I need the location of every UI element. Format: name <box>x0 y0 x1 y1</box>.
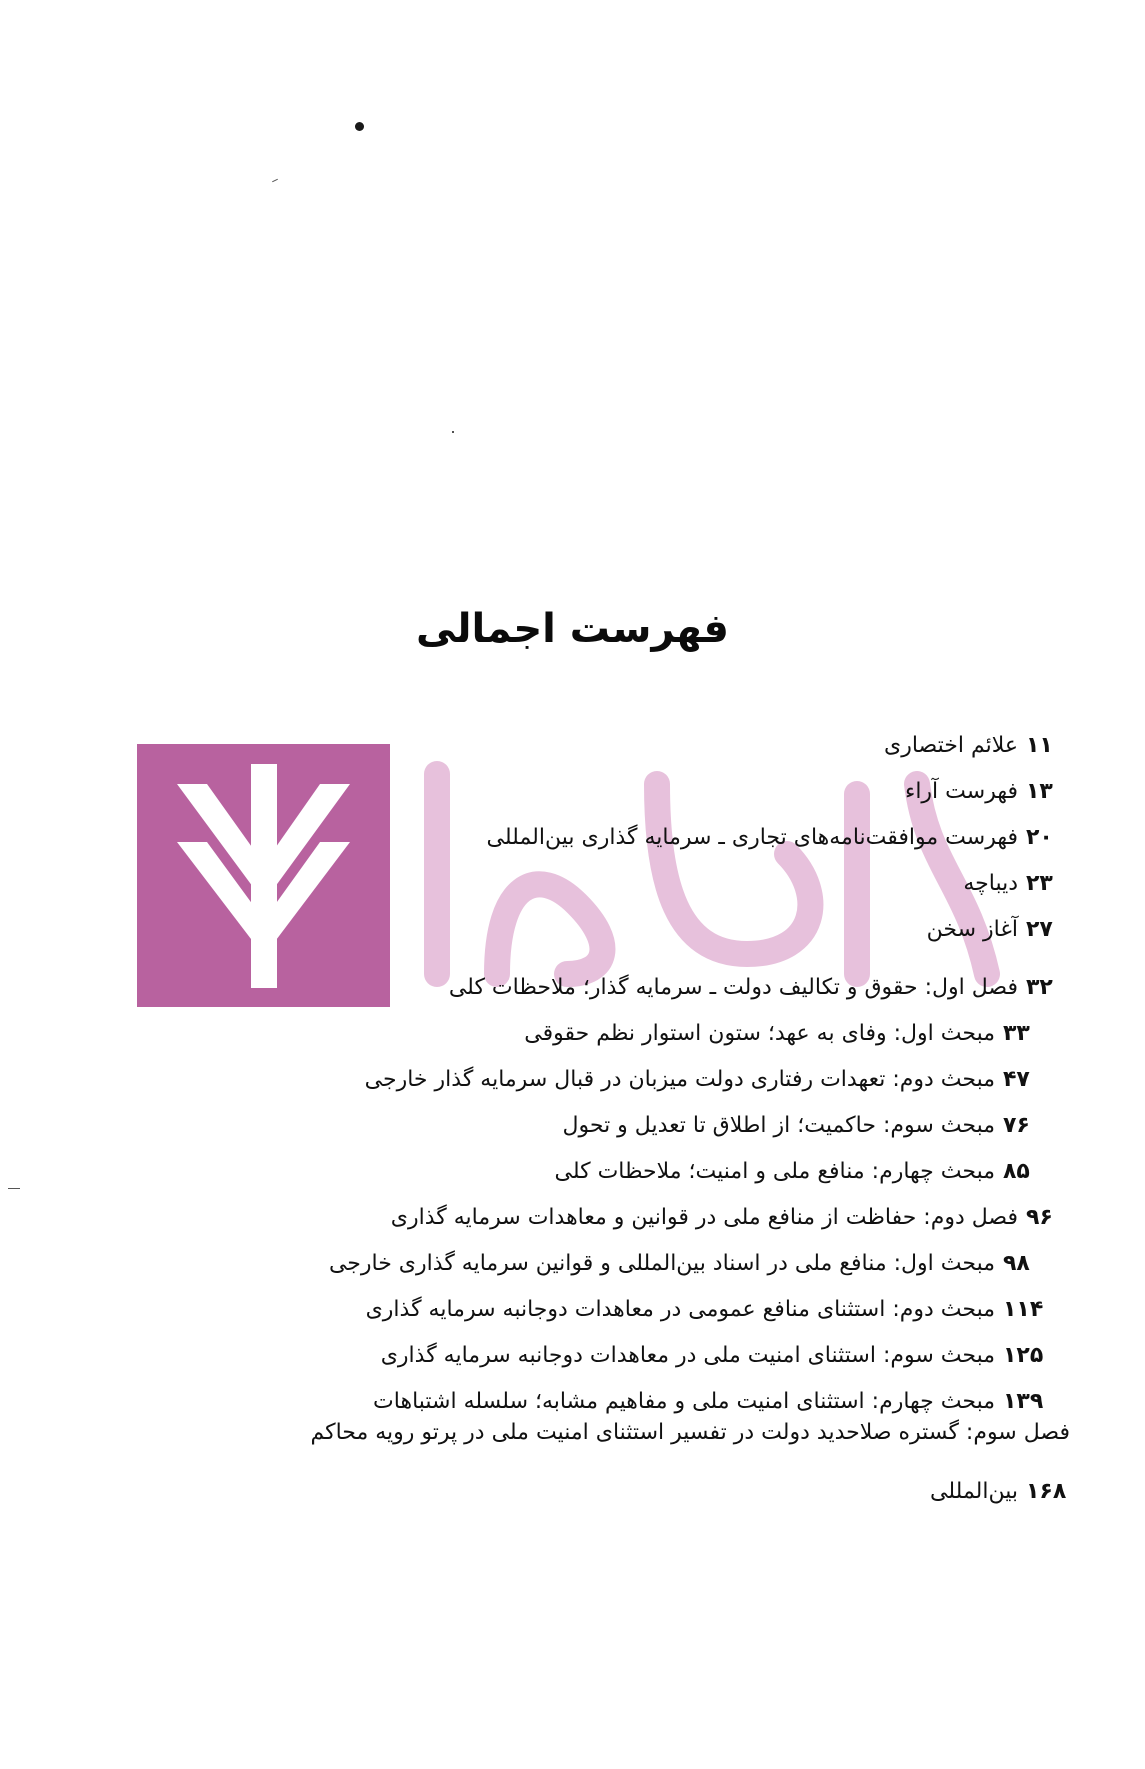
toc-entry-title: مبحث سوم: حاکمیت؛ از اطلاق تا تعدیل و تحول <box>562 1113 995 1138</box>
toc-entry-page: ۲۷ <box>1026 917 1053 942</box>
toc-entry-page: ۱۳ <box>1026 779 1053 804</box>
toc-entry-title: فهرست آراء <box>904 779 1018 804</box>
toc-entry-page: ۹۶ <box>1026 1205 1053 1230</box>
scan-speck <box>355 122 364 131</box>
toc-entry-title: مبحث اول: وفای به عهد؛ ستون استوار نظم حقوقی <box>524 1021 995 1046</box>
toc-subentry <box>555 1144 1048 1184</box>
toc-entry-page: ۱۱ <box>1026 733 1053 758</box>
scan-speck <box>8 1188 20 1189</box>
toc-subentry <box>381 1328 1047 1368</box>
toc-subentry <box>563 1098 1047 1138</box>
toc-subentry <box>373 1374 1047 1414</box>
toc-entry-page: ۲۳ <box>1026 871 1053 896</box>
toc-entry-page: ۳۳ <box>1003 1021 1030 1046</box>
toc-entry-title: مبحث دوم: تعهدات رفتاری دولت میزبان در قبال سرمایه گذار خارجی <box>364 1067 995 1092</box>
toc-entry-title: فصل اول: حقوق و تکالیف دولت ـ سرمایه گذار؛ ملاحظات کلی <box>448 975 1018 1000</box>
toc-chapter <box>930 1464 1070 1504</box>
toc-entry-title: فصل دوم: حفاظت از منافع ملی در قوانین و معاهدات سرمایه گذاری <box>390 1205 1018 1230</box>
toc-entry-title: مبحث چهارم: منافع ملی و امنیت؛ ملاحظات کلی <box>554 1159 995 1184</box>
scan-speck <box>452 431 454 433</box>
toc-entry <box>487 810 1070 850</box>
toc-entry-page: ۱۱۴ <box>1003 1297 1044 1322</box>
toc-entry-page: ۱۳۹ <box>1003 1389 1044 1414</box>
toc-chapter-title-line: فصل سوم: گستره صلاحدید دولت در تفسیر استثنای امنیت ملی در پرتو رویه محاکم <box>310 1420 1070 1445</box>
toc-entry-page: ۸۵ <box>1003 1159 1030 1184</box>
toc-entry <box>963 856 1070 896</box>
toc-entry <box>927 902 1070 942</box>
toc-entry-title: مبحث اول: منافع ملی در اسناد بین‌المللی و قوانین سرمایه گذاری خارجی <box>328 1251 995 1276</box>
toc-entry-title: بین‌المللی <box>930 1479 1018 1504</box>
toc-subentry <box>365 1052 1047 1092</box>
scan-speck <box>272 179 278 182</box>
toc-subentry <box>524 1006 1047 1046</box>
toc-chapter <box>449 960 1070 1000</box>
toc-entry-page: ۳۲ <box>1026 975 1053 1000</box>
toc-subentry <box>366 1282 1047 1322</box>
toc-entry-page: ۲۰ <box>1026 825 1053 850</box>
toc-chapter <box>391 1190 1070 1230</box>
toc-entry-page: ۱۲۵ <box>1003 1343 1044 1368</box>
toc-entry <box>905 764 1070 804</box>
toc-entry-title: مبحث دوم: استثنای منافع عمومی در معاهدات دوجانبه سرمایه گذاری <box>365 1297 995 1322</box>
toc-entry-title: علائم اختصاری <box>884 733 1018 758</box>
page-title: فهرست اجمالی <box>416 606 729 652</box>
toc-subentry <box>329 1236 1047 1276</box>
toc-entry-title: مبحث سوم: استثنای امنیت ملی در معاهدات دوجانبه سرمایه گذاری <box>380 1343 995 1368</box>
toc-entry-page: ۴۷ <box>1003 1067 1030 1092</box>
toc-entry-page: ۷۶ <box>1003 1113 1030 1138</box>
toc-entry <box>884 718 1070 758</box>
watermark-logo-lettering <box>437 774 987 974</box>
toc-entry-title: فهرست موافقت‌نامه‌های تجاری ـ سرمایه گذاری بین‌المللی <box>486 825 1018 850</box>
toc-entry-title: آغاز سخن <box>926 917 1018 942</box>
toc-entry-page: ۹۸ <box>1003 1251 1030 1276</box>
toc-entry-title: مبحث چهارم: استثنای امنیت ملی و مفاهیم مشابه؛ سلسله اشتباهات <box>373 1389 995 1414</box>
toc-entry-page: ۱۶۸ <box>1026 1479 1067 1504</box>
toc-entry-title: دیباچه <box>963 871 1018 896</box>
